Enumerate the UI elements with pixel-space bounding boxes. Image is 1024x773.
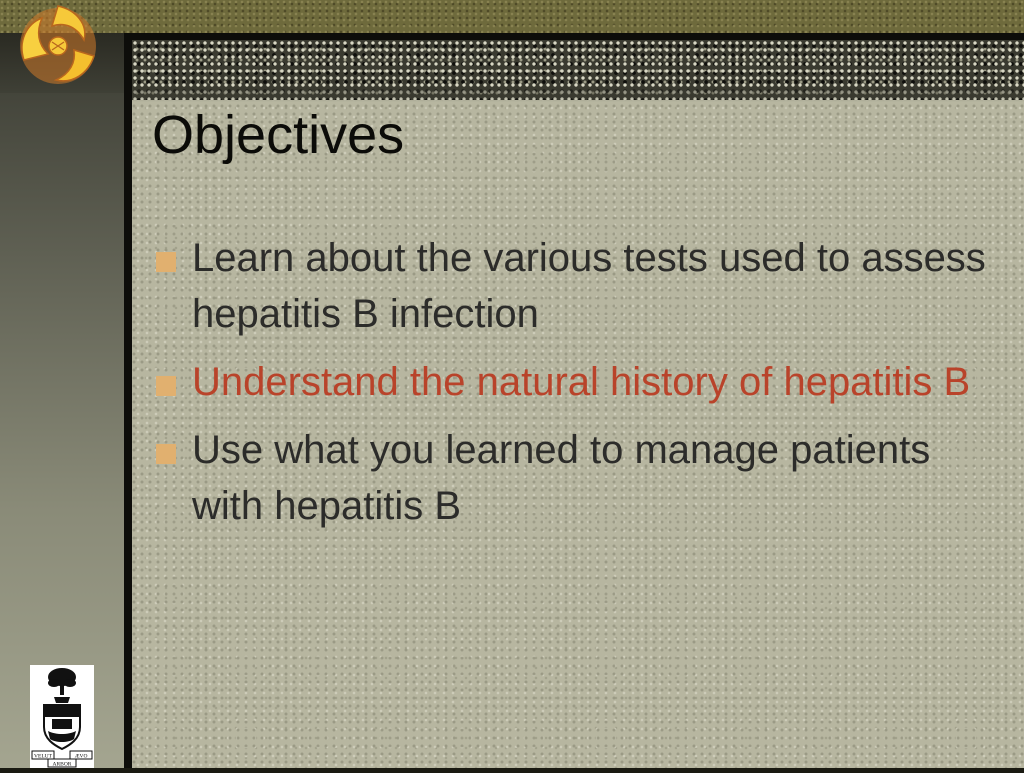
university-crest-icon [30, 665, 94, 768]
slide-title: Objectives [152, 105, 405, 165]
golden-swirl-logo-icon [4, 2, 112, 90]
objective-text: Learn about the various tests used to assess hepatitis B infection [192, 236, 986, 336]
vertical-divider [124, 33, 132, 768]
objectives-list [156, 230, 1006, 546]
crest-motto-bottom: ARBOR [52, 761, 72, 768]
objective-item [156, 230, 1006, 342]
objective-item [156, 422, 1006, 534]
top-decorative-band [0, 0, 1024, 33]
crest-motto-left: VELUT [33, 753, 53, 760]
top-divider [124, 33, 1024, 40]
crest-motto-right: ÆVO [74, 753, 88, 760]
left-sidebar [0, 33, 124, 768]
square-bullet-icon [156, 376, 176, 396]
objective-text: Understand the natural history of hepatitis B [192, 360, 971, 404]
objective-item-highlighted [156, 354, 1006, 410]
square-bullet-icon [156, 444, 176, 464]
objective-text: Use what you learned to manage patients with hepatitis B [192, 428, 931, 528]
square-bullet-icon [156, 252, 176, 272]
